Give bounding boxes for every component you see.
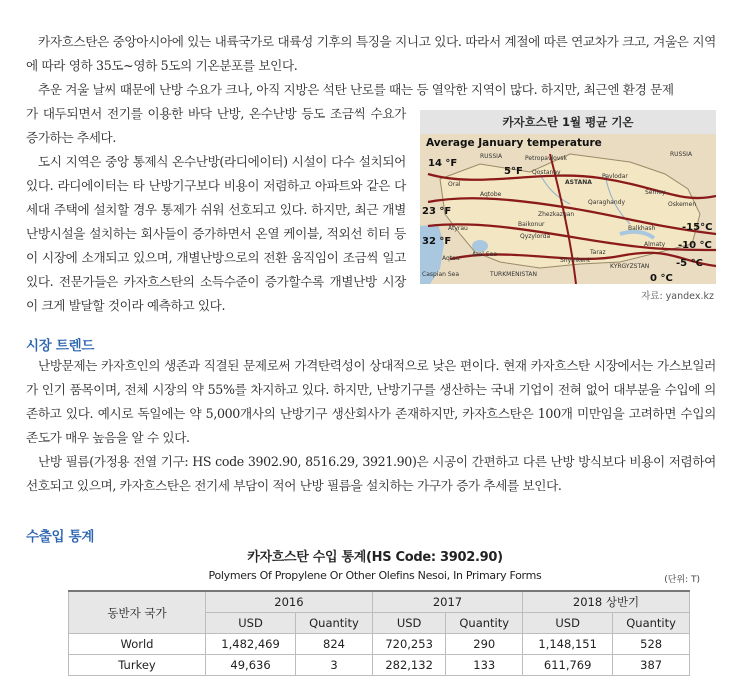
map-label-kyrgyzstan: KYRGYZSTAN: [610, 263, 650, 270]
trade-stats-heading: 수출입 통계: [26, 529, 95, 545]
map-label-aral: Aral Sea: [472, 251, 497, 258]
value-cell: 720,253: [372, 634, 446, 655]
map-source: 자료: yandex.kz: [641, 291, 714, 302]
year-header-2018h1: 2018 상반기: [523, 591, 690, 613]
intro-paragraph-heating-demand: 추운 겨울 날씨 때문에 난방 수요가 크나, 아직 지방은 석탄 난로를 때는 등 열악한 지역이 많다. 하지만, 최근엔 환경 문제: [38, 82, 674, 97]
urban-heating-paragraph: 도시 지역은 중앙 통제식 온수난방(라디에이터) 시설이 다수 설치되어 있다. 라디에이터는 타 난방기구보다 비용이 저렴하고 아파트와 같은 다세대 주택에 설치할 경우 통제가 쉬워 선호되고 있다. 하지만, 최근 개별 난방시설을 설치하는 회사들이 증가하면서 온열 케이블, 적외선 히터 등이 시장에 소개되고 있으며, 개별난방으로의 전환 움직임이 조금씩 일고 있다. 전문가들은 카자흐스탄의 소득수준이 증가할수록 개별난방 시장이 크게 발달할 것이라 예측하고 있다.: [26, 154, 406, 313]
map-label-petropavl: Petropavlovsk: [525, 155, 567, 162]
temp-label-32f: 32 °F: [422, 236, 452, 247]
map-label-zhezkazgan: Zhezkazgan: [538, 211, 575, 218]
temperature-map: [420, 134, 716, 284]
map-label-turkmenistan: TURKMENISTAN: [490, 271, 537, 278]
usd-header: USD: [206, 613, 296, 634]
country-cell: World: [69, 634, 206, 655]
table-title: 카자흐스탄 수입 통계(HS Code: 3902.90): [247, 550, 503, 565]
intro-paragraph-heating-demand-cont: 가 대두되면서 전기를 이용한 바닥 난방, 온수난방 등도 조금씩 수요가 증가하는 추세다.: [26, 106, 406, 145]
usd-header: USD: [523, 613, 613, 634]
map-label-aktau: Aqtau: [442, 255, 460, 262]
value-cell: 1,148,151: [523, 634, 613, 655]
quantity-header: Quantity: [613, 613, 690, 634]
temp-label-5f: 5°F: [504, 166, 523, 177]
value-cell: 282,132: [372, 655, 446, 676]
quantity-header: Quantity: [296, 613, 373, 634]
value-cell: 49,636: [206, 655, 296, 676]
year-header-2016: 2016: [206, 591, 373, 613]
map-label-semey: Semey: [645, 189, 666, 196]
country-cell: Turkey: [69, 655, 206, 676]
value-cell: 3: [296, 655, 373, 676]
table-unit: (단위: T): [664, 575, 700, 585]
value-cell: 133: [446, 655, 523, 676]
value-cell: 528: [613, 634, 690, 655]
map-label-karaganda: Qaraghandy: [588, 199, 625, 206]
import-stats-table: [68, 590, 690, 676]
market-trend-paragraph-2: 난방 필름(가정용 전열 기구: HS code 3902.90, 8516.29, 3921.90)은 시공이 간편하고 다른 난방 방식보다 비용이 저렴하여 선호되고 있으며, 카자흐스탄은 전기세 부담이 적어 난방 필름을 설치하는 가구가 증가 추세를 보인다.: [26, 454, 716, 493]
map-label-shymkent: Shymkent: [560, 257, 591, 264]
intro-paragraph-climate: 카자흐스탄은 중앙아시아에 있는 내륙국가로 대륙성 기후의 특징을 지니고 있다. 따라서 계절에 따른 연교차가 크고, 겨울은 지역에 따라 영하 35도~영하 5도의 기온분포를 보인다.: [26, 34, 716, 73]
market-trend-paragraph-1: 난방문제는 카자흐인의 생존과 직결된 문제로써 가격탄력성이 상대적으로 낮은 편이다. 현재 카자흐스탄 시장에서는 가스보일러가 인기 품목이며, 전체 시장의 약 55%를 차지하고 있다. 하지만, 난방기구를 생산하는 국내 기업이 전혀 없어 대부분을 수입에 의존하고 있다. 예시로 독일에는 약 5,000개사의 난방기구 생산회사가 존재하지만, 카자흐스탄은 100개 미만임을 고려하면 수입의존도가 매우 높음을 알 수 있다.: [26, 358, 716, 445]
map-label-baikonur: Baikonur: [518, 221, 545, 228]
map-label-russia-west: RUSSIA: [480, 153, 503, 160]
value-cell: 290: [446, 634, 523, 655]
temp-label-minus15c: -15°C: [682, 222, 713, 233]
table-row: [69, 655, 690, 676]
table-subtitle: Polymers Of Propylene Or Other Olefins Nesoi, In Primary Forms: [208, 569, 542, 582]
map-heading: Average January temperature: [426, 137, 602, 149]
value-cell: 824: [296, 634, 373, 655]
map-label-astana: ASTANA: [565, 179, 592, 186]
value-cell: 1,482,469: [206, 634, 296, 655]
temperature-map-figure: [420, 110, 716, 300]
temp-label-14f: 14 °F: [428, 158, 458, 169]
temp-label-minus10c: -10 °C: [678, 240, 712, 251]
map-label-atyrau: Atyrau: [448, 225, 468, 232]
market-trend-heading: 시장 트렌드: [26, 338, 95, 354]
map-label-caspian: Caspian Sea: [422, 271, 460, 278]
map-label-almaty: Almaty: [644, 241, 666, 248]
map-title: 카자흐스탄 1월 평균 기온: [420, 110, 716, 134]
quantity-header: Quantity: [446, 613, 523, 634]
temp-label-minus5c: -5 °C: [676, 258, 703, 269]
map-label-pavlodar: Pavlodar: [602, 173, 628, 180]
temp-label-23f: 23 °F: [422, 206, 452, 217]
map-label-taraz: Taraz: [590, 249, 606, 256]
map-label-oskemen: Oskemen: [668, 201, 697, 208]
usd-header: USD: [372, 613, 446, 634]
value-cell: 387: [613, 655, 690, 676]
map-label-balkhash: Balkhash: [628, 225, 656, 232]
table-row: [69, 634, 690, 655]
map-label-kostanay: Qostanay: [532, 169, 561, 176]
temp-label-0c: 0 °C: [650, 273, 673, 284]
year-header-2017: 2017: [372, 591, 522, 613]
map-label-aktobe: Aqtobe: [480, 191, 502, 198]
partner-country-header: 동반자 국가: [69, 591, 206, 634]
value-cell: 611,769: [523, 655, 613, 676]
map-label-kyzylorda: Qyzylorda: [520, 233, 551, 240]
map-label-russia-east: RUSSIA: [670, 151, 693, 158]
map-label-uralsk: Oral: [448, 181, 461, 188]
